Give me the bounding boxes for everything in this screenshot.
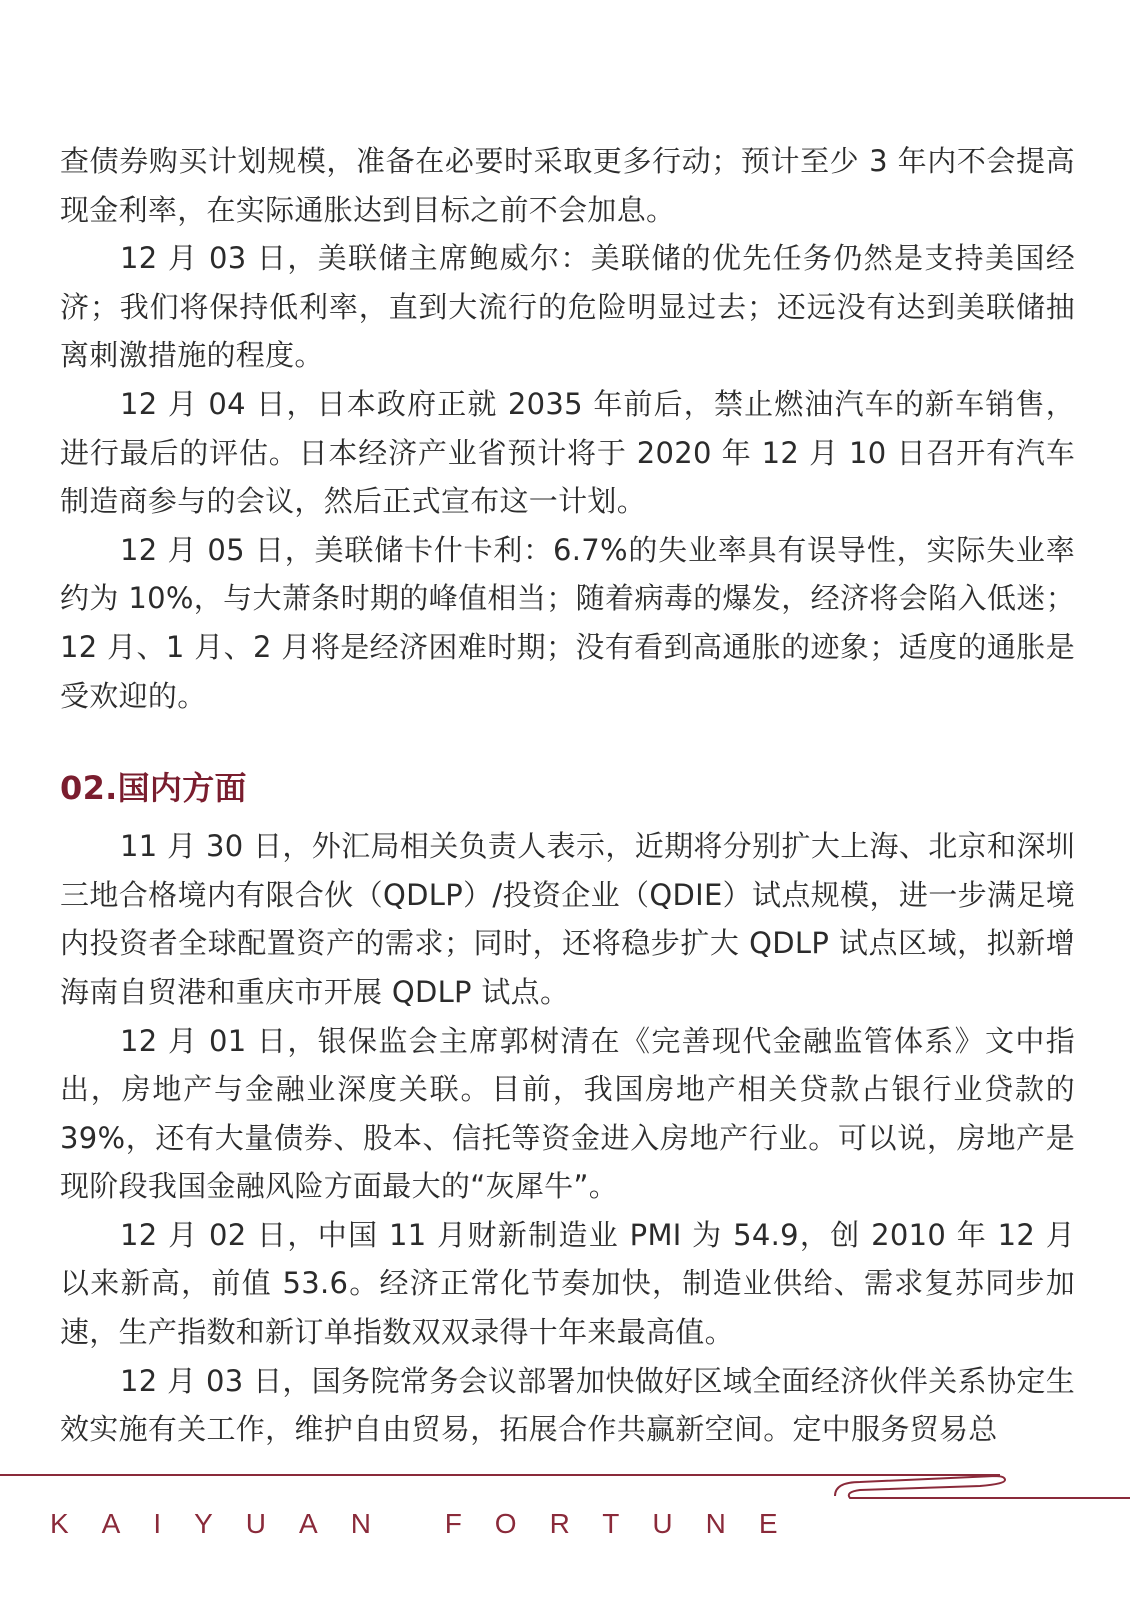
paragraph-domestic-3: 12 月 02 日，中国 11 月财新制造业 PMI 为 54.9，创 2010 年 12 月以来新高，前值 53.6。经济正常化节奏加快，制造业供给、需求复苏同步加速，生产指数和新订单指数双双录得十年来最高值。: [60, 1217, 1075, 1350]
paragraph-domestic-2: 12 月 01 日，银保监会主席郭树清在《完善现代金融监管体系》文中指出，房地产与金融业深度关联。目前，我国房地产相关贷款占银行业贷款的 39%，还有大量债券、股本、信托等资金进入房地产行业。可以说，房地产是现阶段我国金融风险方面最大的“灰犀牛”。: [60, 1023, 1075, 1204]
section-title-domestic: 02.国内方面: [60, 769, 247, 808]
footer-brand: KAIYUAN FORTUNE: [50, 1508, 811, 1539]
paragraph-intl-3: 12 月 04 日，日本政府正就 2035 年前后，禁止燃油汽车的新车销售，进行最后的评估。日本经济产业省预计将于 2020 年 12 月 10 日召开有汽车制造商参与的会议，然后正式宣布这一计划。: [60, 386, 1075, 519]
paragraph-intl-1: 查债券购买计划规模，准备在必要时采取更多行动；预计至少 3 年内不会提高现金利率，在实际通胀达到目标之前不会加息。: [60, 144, 1075, 227]
paragraph-domestic-4: 12 月 03 日，国务院常务会议部署加快做好区域全面经济伙伴关系协定生效实施有关工作，维护自由贸易，拓展合作共赢新空间。定中服务贸易总: [60, 1363, 1075, 1447]
paragraph-intl-4: 12 月 05 日，美联储卡什卡利：6.7%的失业率具有误导性，实际失业率约为 10%，与大萧条时期的峰值相当；随着病毒的爆发，经济将会陷入低迷；12 月、1 月、2 月将是经济困难时期；没有看到高通胀的迹象；适度的通胀是受欢迎的。: [60, 532, 1075, 713]
paragraph-domestic-1: 11 月 30 日，外汇局相关负责人表示，近期将分别扩大上海、北京和深圳三地合格境内有限合伙（QDLP）/投资企业（QDIE）试点规模，进一步满足境内投资者全球配置资产的需求；同时，还将稳步扩大 QDLP 试点区域，拟新增海南自贸港和重庆市开展 QDLP 试点。: [60, 829, 1075, 1009]
paragraph-intl-2: 12 月 03 日，美联储主席鲍威尔：美联储的优先任务仍然是支持美国经济；我们将保持低利率，直到大流行的危险明显过去；还远没有达到美联储抽离刺激措施的程度。: [60, 241, 1075, 373]
document-body: [60, 137, 1075, 1454]
footer-swoosh-icon: [830, 1470, 1130, 1510]
